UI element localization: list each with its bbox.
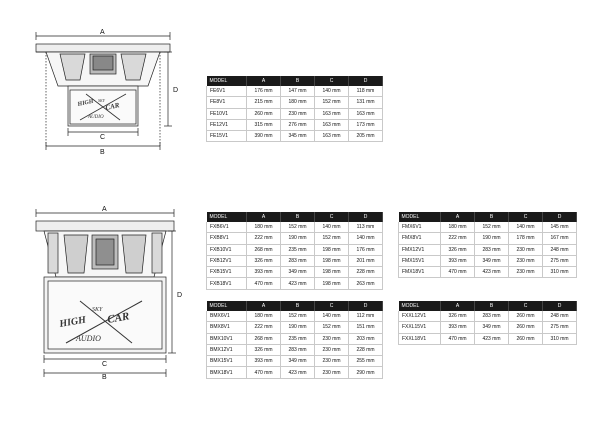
model-cell: FXXL15V1 <box>399 322 441 333</box>
table-row <box>207 119 383 130</box>
table-header-row <box>207 301 383 311</box>
table-body <box>207 311 383 378</box>
dimension-cell: 190 mm <box>475 233 509 244</box>
model-cell: BMX12V1 <box>207 344 247 355</box>
dimension-b-label: B <box>102 374 107 380</box>
dimension-cell: 230 mm <box>509 267 543 278</box>
model-cell: FXB15V1 <box>207 267 247 278</box>
table-row <box>399 322 577 333</box>
dimension-cell: 163 mm <box>315 108 349 119</box>
table-row <box>207 108 383 119</box>
dimension-cell: 326 mm <box>247 255 281 266</box>
dimension-cell: 390 mm <box>247 131 281 142</box>
table-row <box>207 244 383 255</box>
svg-text:SKY: SKY <box>98 98 105 103</box>
table-header-row <box>207 76 383 86</box>
dimension-cell: 151 mm <box>349 322 383 333</box>
dimension-cell: 283 mm <box>281 255 315 266</box>
svg-text:HIGH: HIGH <box>77 98 95 108</box>
dimension-cell: 283 mm <box>281 344 315 355</box>
column-header-d: D <box>349 212 383 222</box>
svg-text:SKY: SKY <box>92 307 103 313</box>
column-header-c: C <box>509 212 543 222</box>
table-row <box>399 255 577 266</box>
spec-table-fe <box>206 76 383 142</box>
dimension-a-label: A <box>102 206 107 213</box>
model-cell: FXXL18V1 <box>399 333 441 344</box>
dimension-cell: 198 mm <box>315 267 349 278</box>
column-header-b: B <box>281 212 315 222</box>
column-header-model: MODEL <box>399 301 441 311</box>
table-row <box>207 367 383 378</box>
column-header-b: B <box>475 301 509 311</box>
table-body <box>399 311 577 344</box>
dimension-c-label: C <box>100 134 106 141</box>
dimension-cell: 255 mm <box>349 356 383 367</box>
spec-table-fxb <box>206 212 383 290</box>
dimension-cell: 470 mm <box>441 333 475 344</box>
dimension-cell: 230 mm <box>315 344 349 355</box>
dimension-cell: 180 mm <box>247 222 281 233</box>
dimension-cell: 310 mm <box>543 267 577 278</box>
dimension-cell: 423 mm <box>281 278 315 289</box>
table-row <box>207 131 383 142</box>
dimension-cell: 198 mm <box>315 255 349 266</box>
dimension-cell: 230 mm <box>281 108 315 119</box>
dimension-cell: 349 mm <box>281 356 315 367</box>
dimension-cell: 180 mm <box>441 222 475 233</box>
model-cell: FE8V1 <box>207 97 247 108</box>
column-header-b: B <box>281 301 315 311</box>
dimension-cell: 248 mm <box>543 244 577 255</box>
dimension-cell: 222 mm <box>247 233 281 244</box>
dimension-cell: 215 mm <box>247 97 281 108</box>
dimension-cell: 163 mm <box>315 131 349 142</box>
dimension-cell: 198 mm <box>315 244 349 255</box>
dimension-cell: 118 mm <box>349 86 383 97</box>
dimension-cell: 152 mm <box>315 97 349 108</box>
dimension-cell: 140 mm <box>509 222 543 233</box>
table-row <box>399 267 577 278</box>
column-header-c: C <box>315 76 349 86</box>
dimension-cell: 152 mm <box>475 222 509 233</box>
dimension-cell: 315 mm <box>247 119 281 130</box>
table-row <box>207 311 383 322</box>
dimension-cell: 276 mm <box>281 119 315 130</box>
model-cell: FE12V1 <box>207 119 247 130</box>
model-cell: FXB18V1 <box>207 278 247 289</box>
model-cell: FE10V1 <box>207 108 247 119</box>
column-header-d: D <box>543 212 577 222</box>
column-header-b: B <box>475 212 509 222</box>
svg-text:AUDIO: AUDIO <box>76 334 101 343</box>
column-header-c: C <box>315 212 349 222</box>
dimension-cell: 275 mm <box>543 255 577 266</box>
dimension-cell: 235 mm <box>281 244 315 255</box>
model-cell: FXXL12V1 <box>399 311 441 322</box>
dimension-cell: 228 mm <box>349 344 383 355</box>
column-header-d: D <box>543 301 577 311</box>
dimension-cell: 349 mm <box>475 255 509 266</box>
svg-text:CAR: CAR <box>104 101 121 112</box>
dimension-cell: 260 mm <box>509 311 543 322</box>
dimension-cell: 152 mm <box>281 222 315 233</box>
dimension-a-label: A <box>100 29 105 36</box>
dimension-cell: 140 mm <box>349 233 383 244</box>
column-header-model: MODEL <box>207 212 247 222</box>
dimension-cell: 203 mm <box>349 333 383 344</box>
dimension-cell: 205 mm <box>349 131 383 142</box>
dimension-cell: 283 mm <box>475 244 509 255</box>
table-row <box>207 222 383 233</box>
dimension-cell: 345 mm <box>281 131 315 142</box>
dimension-cell: 230 mm <box>315 367 349 378</box>
table-row <box>207 86 383 97</box>
table-row <box>207 97 383 108</box>
speaker-drawing-bottom <box>30 205 192 380</box>
dimension-cell: 178 mm <box>509 233 543 244</box>
dimension-cell: 230 mm <box>315 333 349 344</box>
dimension-cell: 268 mm <box>247 333 281 344</box>
dimension-cell: 310 mm <box>543 333 577 344</box>
dimension-cell: 326 mm <box>441 244 475 255</box>
dimension-cell: 131 mm <box>349 97 383 108</box>
table-body <box>399 222 577 278</box>
table-body <box>207 222 383 289</box>
dimension-cell: 470 mm <box>247 278 281 289</box>
column-header-a: A <box>247 301 281 311</box>
column-header-c: C <box>315 301 349 311</box>
dimension-cell: 167 mm <box>543 233 577 244</box>
table-row <box>207 233 383 244</box>
dimension-cell: 423 mm <box>281 367 315 378</box>
dimension-cell: 268 mm <box>247 244 281 255</box>
dimension-cell: 112 mm <box>349 311 383 322</box>
column-header-a: A <box>441 301 475 311</box>
model-cell: BMX18V1 <box>207 367 247 378</box>
dimension-cell: 228 mm <box>349 267 383 278</box>
dimension-cell: 147 mm <box>281 86 315 97</box>
dimension-cell: 230 mm <box>509 255 543 266</box>
dimension-cell: 230 mm <box>315 356 349 367</box>
dimension-d-label: D <box>177 292 183 299</box>
dimension-cell: 152 mm <box>281 311 315 322</box>
model-cell: FMX18V1 <box>399 267 441 278</box>
table-header-row <box>399 212 577 222</box>
dimension-cell: 222 mm <box>247 322 281 333</box>
dimension-cell: 326 mm <box>441 311 475 322</box>
speaker-drawing-top <box>30 28 180 158</box>
dimension-cell: 470 mm <box>247 367 281 378</box>
model-cell: BMX8V1 <box>207 322 247 333</box>
table-row <box>207 255 383 266</box>
model-cell: FMX6V1 <box>399 222 441 233</box>
dimension-cell: 470 mm <box>441 267 475 278</box>
dimension-cell: 260 mm <box>509 322 543 333</box>
dimension-cell: 283 mm <box>475 311 509 322</box>
column-header-a: A <box>441 212 475 222</box>
table-row <box>399 222 577 233</box>
table-row <box>399 244 577 255</box>
dimension-cell: 163 mm <box>349 108 383 119</box>
model-cell: FXB8V1 <box>207 233 247 244</box>
dimension-cell: 152 mm <box>315 233 349 244</box>
model-cell: FXB10V1 <box>207 244 247 255</box>
table-row <box>207 333 383 344</box>
table-row <box>399 311 577 322</box>
table-row <box>207 322 383 333</box>
column-header-model: MODEL <box>207 76 247 86</box>
table-header-row <box>399 301 577 311</box>
dimension-cell: 349 mm <box>281 267 315 278</box>
column-header-a: A <box>247 76 281 86</box>
dimension-cell: 326 mm <box>247 344 281 355</box>
dimension-cell: 260 mm <box>509 333 543 344</box>
table-row <box>207 356 383 367</box>
spec-table-fmx <box>398 212 577 278</box>
dimension-cell: 275 mm <box>543 322 577 333</box>
model-cell: FXB12V1 <box>207 255 247 266</box>
dimension-cell: 201 mm <box>349 255 383 266</box>
dimension-cell: 393 mm <box>441 322 475 333</box>
dimension-cell: 190 mm <box>281 322 315 333</box>
svg-text:AUDIO: AUDIO <box>88 115 104 120</box>
dimension-cell: 113 mm <box>349 222 383 233</box>
dimension-cell: 163 mm <box>315 119 349 130</box>
table-body <box>207 86 383 142</box>
dimension-cell: 140 mm <box>315 311 349 322</box>
dimension-cell: 152 mm <box>315 322 349 333</box>
dimension-cell: 180 mm <box>247 311 281 322</box>
model-cell: FXB6V1 <box>207 222 247 233</box>
table-row <box>207 267 383 278</box>
spec-table-fxxl <box>398 301 577 345</box>
model-cell: FMX12V1 <box>399 244 441 255</box>
dimension-cell: 145 mm <box>543 222 577 233</box>
dimension-c-label: C <box>102 361 108 368</box>
dimension-cell: 180 mm <box>281 97 315 108</box>
dimension-cell: 190 mm <box>281 233 315 244</box>
column-header-c: C <box>509 301 543 311</box>
dimension-cell: 235 mm <box>281 333 315 344</box>
dimension-cell: 423 mm <box>475 333 509 344</box>
model-cell: FE15V1 <box>207 131 247 142</box>
dimension-b-label: B <box>100 149 105 156</box>
dimension-cell: 173 mm <box>349 119 383 130</box>
dimension-cell: 222 mm <box>441 233 475 244</box>
dimension-cell: 176 mm <box>247 86 281 97</box>
model-cell: BMX15V1 <box>207 356 247 367</box>
column-header-model: MODEL <box>207 301 247 311</box>
spec-table-bmx <box>206 301 383 379</box>
model-cell: BMX6V1 <box>207 311 247 322</box>
dimension-cell: 349 mm <box>475 322 509 333</box>
table-row <box>399 333 577 344</box>
dimension-cell: 140 mm <box>315 86 349 97</box>
svg-text:CAR: CAR <box>106 310 131 326</box>
table-row <box>399 233 577 244</box>
column-header-d: D <box>349 76 383 86</box>
model-cell: FMX15V1 <box>399 255 441 266</box>
model-cell: BMX10V1 <box>207 333 247 344</box>
dimension-cell: 260 mm <box>247 108 281 119</box>
dimension-cell: 198 mm <box>315 278 349 289</box>
column-header-b: B <box>281 76 315 86</box>
table-row <box>207 344 383 355</box>
dimension-cell: 290 mm <box>349 367 383 378</box>
dimension-cell: 393 mm <box>441 255 475 266</box>
dimension-cell: 263 mm <box>349 278 383 289</box>
model-cell: FMX8V1 <box>399 233 441 244</box>
dimension-cell: 393 mm <box>247 267 281 278</box>
column-header-a: A <box>247 212 281 222</box>
svg-text:HIGH: HIGH <box>58 314 87 330</box>
dimension-cell: 423 mm <box>475 267 509 278</box>
column-header-model: MODEL <box>399 212 441 222</box>
dimension-cell: 176 mm <box>349 244 383 255</box>
model-cell: FE6V1 <box>207 86 247 97</box>
dimension-cell: 230 mm <box>509 244 543 255</box>
dimension-d-label: D <box>173 87 179 94</box>
column-header-d: D <box>349 301 383 311</box>
table-row <box>207 278 383 289</box>
dimension-cell: 248 mm <box>543 311 577 322</box>
dimension-cell: 393 mm <box>247 356 281 367</box>
table-header-row <box>207 212 383 222</box>
dimension-cell: 140 mm <box>315 222 349 233</box>
